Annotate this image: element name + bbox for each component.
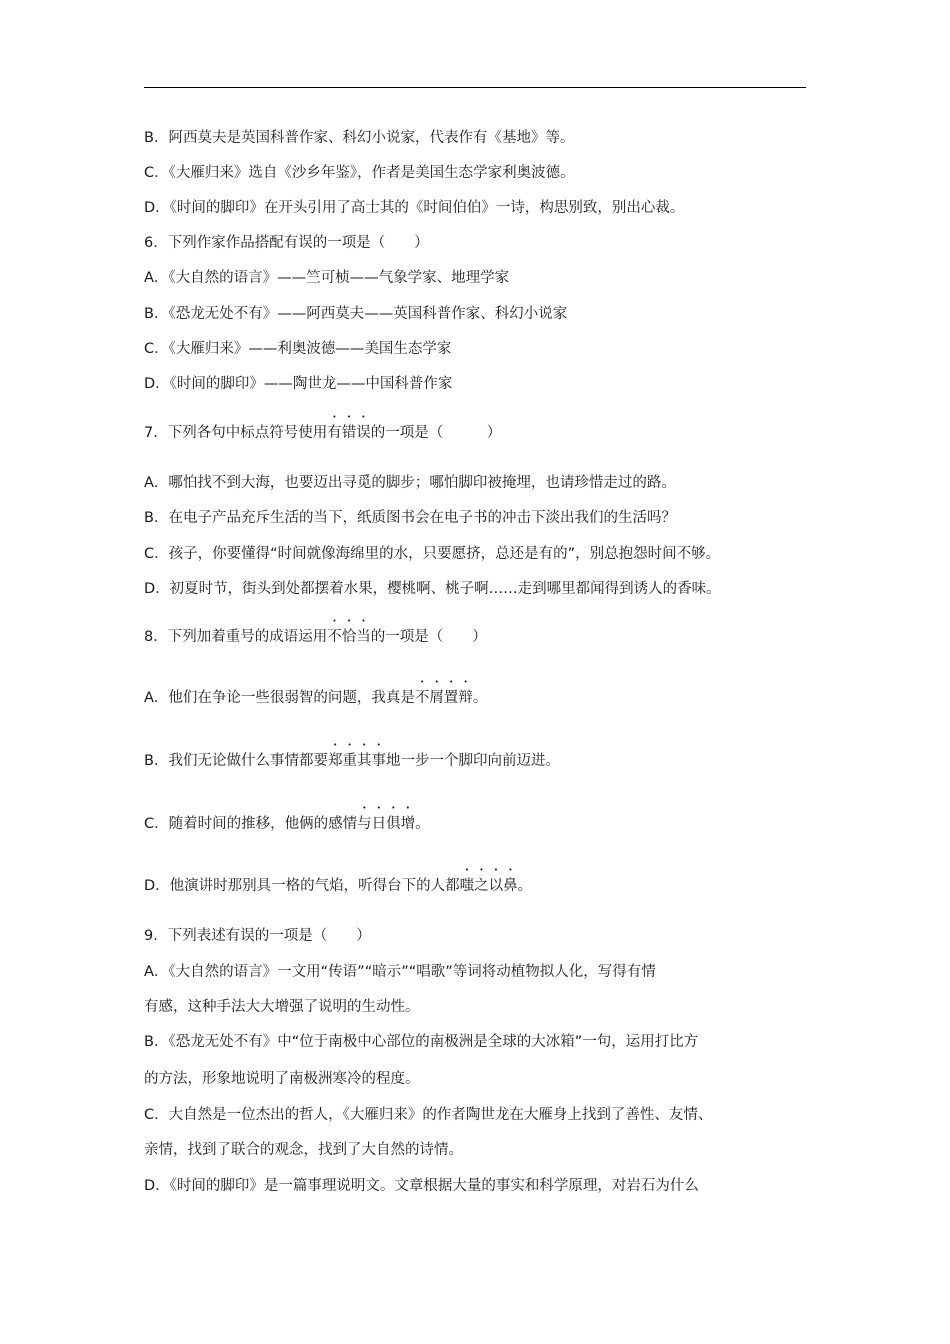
text-line	[144, 423, 501, 443]
text-line	[144, 814, 430, 834]
line-text: 。	[472, 690, 488, 706]
text-line: 亲情，找到了联合的观念，找到了大自然的诗情。	[144, 1142, 463, 1158]
text-line: 有感，这种手法大大增强了说明的生动性。	[144, 999, 420, 1015]
text-line: A．哪怕找不到大海，也要迈出寻觅的脚步；哪怕脚印被掩埋，也请珍惜走过的路。	[144, 475, 676, 491]
text-line: D．《时间的脚印》——陶世龙——中国科普作家	[144, 376, 453, 392]
emphasis-char: 俱	[386, 816, 401, 832]
emphasis-char: 与	[357, 816, 372, 832]
emphasis-char: 置	[443, 690, 459, 706]
emphasis-text	[460, 878, 518, 894]
emphasis-text	[415, 690, 473, 706]
emphasis-char: 其	[356, 753, 372, 769]
emphasis-char: 有	[327, 425, 342, 441]
text-line: D．《时间的脚印》是一篇事理说明文。文章根据大量的事实和科学原理，对岩石为什么	[144, 1178, 699, 1194]
text-line: C．《大雁归来》——利奥波德——美国生态学家	[144, 341, 452, 357]
emphasis-char: 不	[327, 629, 342, 645]
emphasis-char: 日	[371, 816, 387, 832]
emphasis-char: 之	[474, 878, 489, 894]
line-text: 8．下列加着重号的成语运用	[144, 629, 328, 645]
text-line: D．初夏时节，街头到处都摆着水果，樱桃啊、桃子啊……走到哪里都闻得到诱人的香味。	[144, 581, 721, 597]
line-text: 地一步一个脚印向前迈进。	[385, 753, 560, 769]
emphasis-char: 增	[400, 816, 416, 832]
text-line: A．《大自然的语言》——竺可桢——气象学家、地理学家	[144, 270, 510, 286]
text-line: C．大自然是一位杰出的哲人，《大雁归来》的作者陶世龙在大雁身上找到了善性、友情、	[144, 1107, 713, 1123]
emphasis-char: 事	[371, 753, 386, 769]
emphasis-text	[327, 629, 371, 645]
line-text: D．他演讲时那别具一格的气焰，听得台下的人都	[144, 878, 460, 894]
emphasis-char: 嗤	[459, 878, 475, 894]
text-line: C．孩子，你要懂得“时间就像海绵里的水，只要愿挤，总还是有的”，别总抱怨时间不够。	[144, 546, 721, 562]
text-line: 9．下列表述有误的一项是（ ）	[144, 928, 371, 944]
line-text: 的一项是（ ）	[370, 629, 487, 645]
line-text: 。	[415, 816, 430, 832]
emphasis-text	[357, 816, 415, 832]
emphasis-char: 重	[342, 753, 357, 769]
line-text: A．他们在争论一些很弱智的问题，我真是	[144, 690, 415, 706]
text-line	[144, 751, 560, 771]
line-text: 的一项是（ ）	[370, 425, 502, 441]
text-line	[144, 627, 487, 647]
text-line: 6．下列作家作品搭配有误的一项是（ ）	[144, 235, 429, 251]
emphasis-char: 当	[356, 629, 371, 645]
line-text: C．随着时间的推移，他俩的感情	[144, 816, 358, 832]
line-text: 。	[517, 878, 533, 894]
emphasis-char: 误	[356, 425, 371, 441]
text-line: D．《时间的脚印》在开头引用了高士其的《时间伯伯》一诗，构思别致，别出心裁。	[144, 200, 685, 216]
line-text: B．我们无论做什么事情都要	[144, 753, 328, 769]
text-line: A．《大自然的语言》一文用“传语”“暗示”“唱歌”等词将动植物拟人化，写得有情	[144, 964, 656, 980]
emphasis-char: 辩	[458, 690, 473, 706]
header-rule	[144, 87, 806, 88]
emphasis-text	[327, 425, 371, 441]
emphasis-char: 恰	[341, 629, 357, 645]
emphasis-char: 以	[488, 878, 504, 894]
emphasis-char: 鼻	[503, 878, 518, 894]
emphasis-text	[328, 753, 386, 769]
text-line	[144, 688, 487, 708]
line-text: 7．下列各句中标点符号使用	[144, 425, 328, 441]
text-line: B．《恐龙无处不有》——阿西莫夫——英国科普作家、科幻小说家	[144, 306, 568, 322]
emphasis-char: 不	[414, 690, 430, 706]
text-line: B．《恐龙无处不有》中“位于南极中心部位的南极洲是全球的大冰箱”一句，运用打比方	[144, 1034, 699, 1050]
emphasis-char: 错	[341, 425, 357, 441]
text-line: 的方法，形象地说明了南极洲寒冷的程度。	[144, 1071, 420, 1087]
text-line: B．在电子产品充斥生活的当下，纸质图书会在电子书的冲击下淡出我们的生活吗？	[144, 510, 676, 526]
text-line: C．《大雁归来》选自《沙乡年鉴》，作者是美国生态学家利奥波德。	[144, 165, 575, 181]
emphasis-char: 郑	[327, 753, 343, 769]
text-line: B．阿西莫夫是英国科普作家、科幻小说家，代表作有《基地》等。	[144, 130, 575, 146]
emphasis-char: 屑	[429, 690, 444, 706]
text-line	[144, 876, 532, 896]
